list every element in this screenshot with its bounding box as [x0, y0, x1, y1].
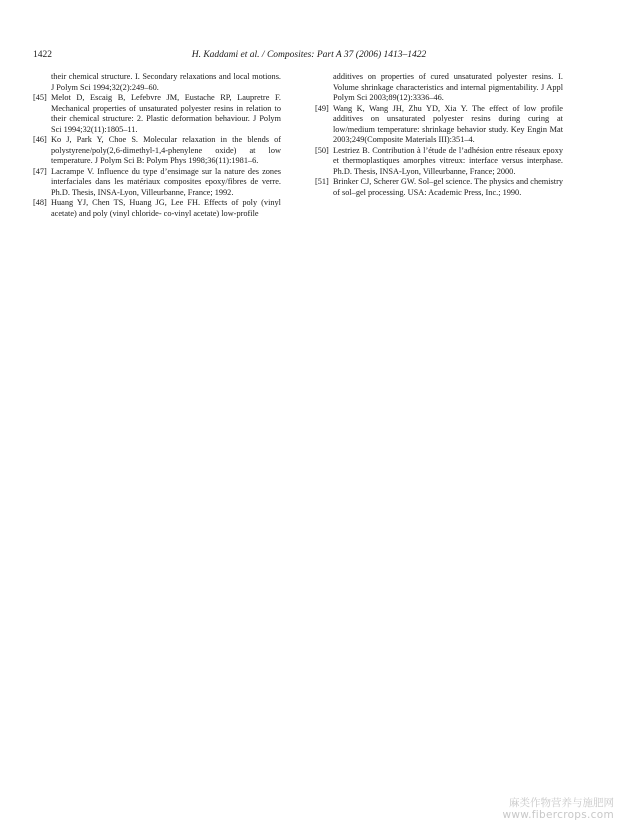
reference-text: their chemical structure. I. Secondary relaxations and local motions. J Polym Sci 1994;32(2):249–60. [51, 72, 281, 92]
reference-item [33, 198, 281, 219]
reference-item [315, 146, 563, 178]
reference-text: additives on properties of cured unsaturated polyester resins. I. Volume shrinkage characteristics and internal pigmentability. J Appl Polym Sci 2003;89(12):3336–46. [333, 72, 563, 102]
reference-text: Lacrampe V. Influence du type d’ensimage sur la nature des zones interfaciales dans les matériaux composites epoxy/fibres de verre. Ph.D. Thesis, INSA-Lyon, Villeurbanne, France; 1992. [51, 166, 281, 197]
reference-number: [46] [33, 135, 47, 144]
reference-text: Brinker CJ, Scherer GW. Sol–gel science. The physics and chemistry of sol–gel processing. USA: Academic Press, Inc.; 1990. [333, 177, 563, 197]
page-header [33, 50, 585, 62]
reference-text: Melot D, Escaig B, Lefebvre JM, Eustache RP, Laupretre F. Mechanical properties of unsaturated polyester resins in relation to their chemical structure: 2. Plastic deformation behaviour. J Polym Sci 1994;32(11):1805–11. [51, 93, 281, 134]
reference-item [33, 72, 281, 93]
reference-text: Huang YJ, Chen TS, Huang JG, Lee FH. Effects of poly (vinyl acetate) and poly (vinyl chloride- co-vinyl acetate) low-profile [51, 198, 281, 218]
reference-item [315, 177, 563, 198]
reference-number: [47] [33, 166, 47, 176]
reference-item [315, 72, 563, 104]
watermark [502, 797, 614, 821]
page-number: 1422 [33, 50, 52, 60]
reference-item [33, 167, 281, 199]
reference-number: [49] [315, 103, 329, 113]
reference-number: [48] [33, 198, 47, 207]
reference-item [315, 104, 563, 146]
reference-item [33, 135, 281, 167]
watermark-url: www.fibercrops.com [502, 809, 614, 821]
running-title: H. Kaddami et al. / Composites: Part A 37 (2006) 1413–1422 [191, 50, 427, 60]
reference-text: Wang K, Wang JH, Zhu YD, Xia Y. The effect of low profile additives on unsaturated polyester resins during curing at low/medium temperature: shrinkage behavior study. Key Engin Mat 2003;249(Composite Materials III):351–4. [333, 103, 563, 144]
reference-item [33, 93, 281, 135]
reference-text: Lestriez B. Contribution à l’étude de l’adhésion entre réseaux epoxy et thermoplastiques amorphes vitreux: interface versus interphase. Ph.D. Thesis, INSA-Lyon, Villeurbanne, France; 2000. [333, 145, 563, 176]
references-left-column [33, 72, 281, 219]
reference-text: Ko J, Park Y, Choe S. Molecular relaxation in the blends of polystyrene/poly(2,6-dimethyl-1,4-phenylene oxide) at low temperature. J Polym Sci B: Polym Phys 1998;36(11):1981–6. [51, 135, 281, 165]
reference-number: [45] [33, 93, 47, 102]
references-right-column [315, 72, 563, 198]
watermark-site-name: 麻类作物营养与施肥网 [509, 797, 614, 809]
reference-number: [50] [315, 145, 329, 155]
reference-number: [51] [315, 177, 329, 186]
